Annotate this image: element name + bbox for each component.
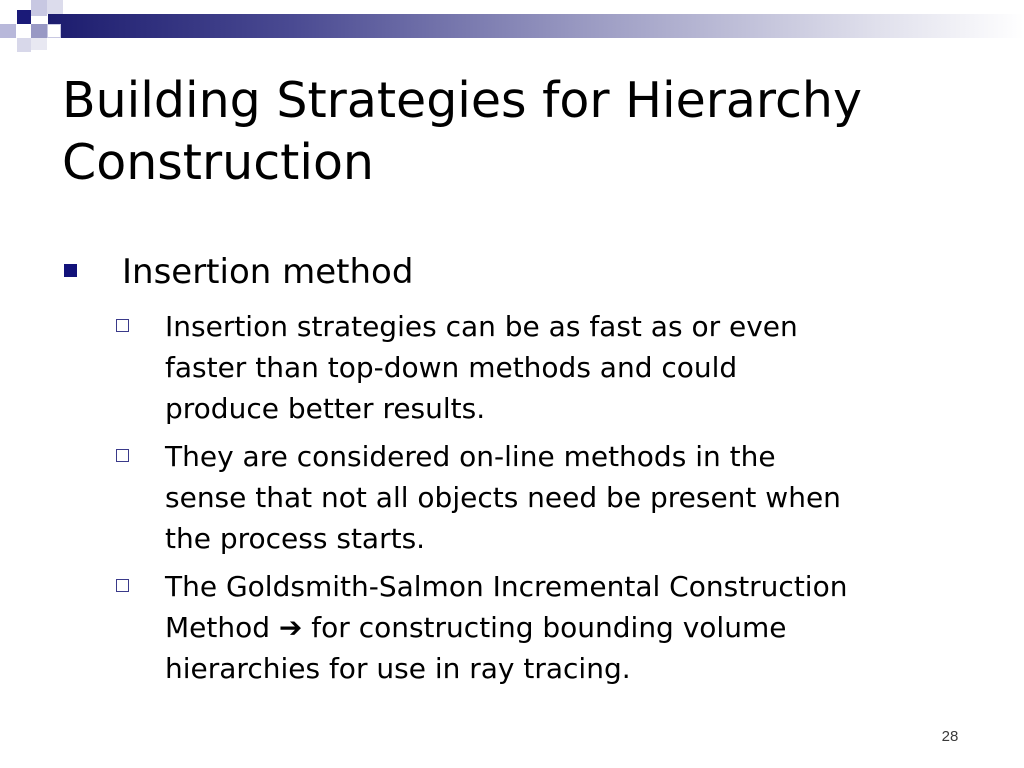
slide-title-line-1: Building Strategies for Hierarchy	[62, 72, 862, 129]
header-gradient-band	[48, 14, 1024, 38]
bullet-insertion-method	[64, 250, 964, 294]
sub-bullet-item	[116, 306, 976, 429]
decorative-square	[31, 0, 47, 16]
hollow-square-bullet-icon	[116, 579, 129, 592]
slide-title	[62, 70, 962, 194]
decorative-square	[0, 24, 16, 38]
bullet-text: Insertion method	[122, 252, 414, 292]
sub-bullet-line: the process starts.	[165, 522, 426, 555]
hollow-square-bullet-icon	[116, 319, 129, 332]
sub-bullet-line: Method	[165, 611, 271, 644]
decorative-square	[17, 38, 31, 52]
sub-bullet-line: faster than top-down methods and could	[165, 351, 738, 384]
filled-square-bullet-icon	[64, 264, 77, 277]
sub-bullet-list	[116, 306, 976, 696]
decorative-square	[31, 38, 47, 50]
decorative-square	[31, 24, 47, 38]
right-arrow-icon: ➔	[278, 611, 303, 644]
sub-bullet-line: produce better results.	[165, 392, 486, 425]
sub-bullet-line: sense that not all objects need be present when	[165, 481, 841, 514]
sub-bullet-item	[116, 566, 976, 689]
decorative-square	[47, 24, 61, 38]
hollow-square-bullet-icon	[116, 449, 129, 462]
sub-bullet-line: for constructing bounding volume	[311, 611, 787, 644]
slide-title-line-2: Construction	[62, 134, 374, 191]
decorative-square	[47, 0, 63, 14]
page-number: 28	[941, 728, 959, 745]
decorative-square	[17, 10, 31, 24]
sub-bullet-item	[116, 436, 976, 559]
sub-bullet-line: Insertion strategies can be as fast as or even	[165, 310, 798, 343]
sub-bullet-line: The Goldsmith-Salmon Incremental Construction	[165, 570, 848, 603]
sub-bullet-line: hierarchies for use in ray tracing.	[165, 652, 631, 685]
sub-bullet-line: They are considered on-line methods in the	[165, 440, 776, 473]
